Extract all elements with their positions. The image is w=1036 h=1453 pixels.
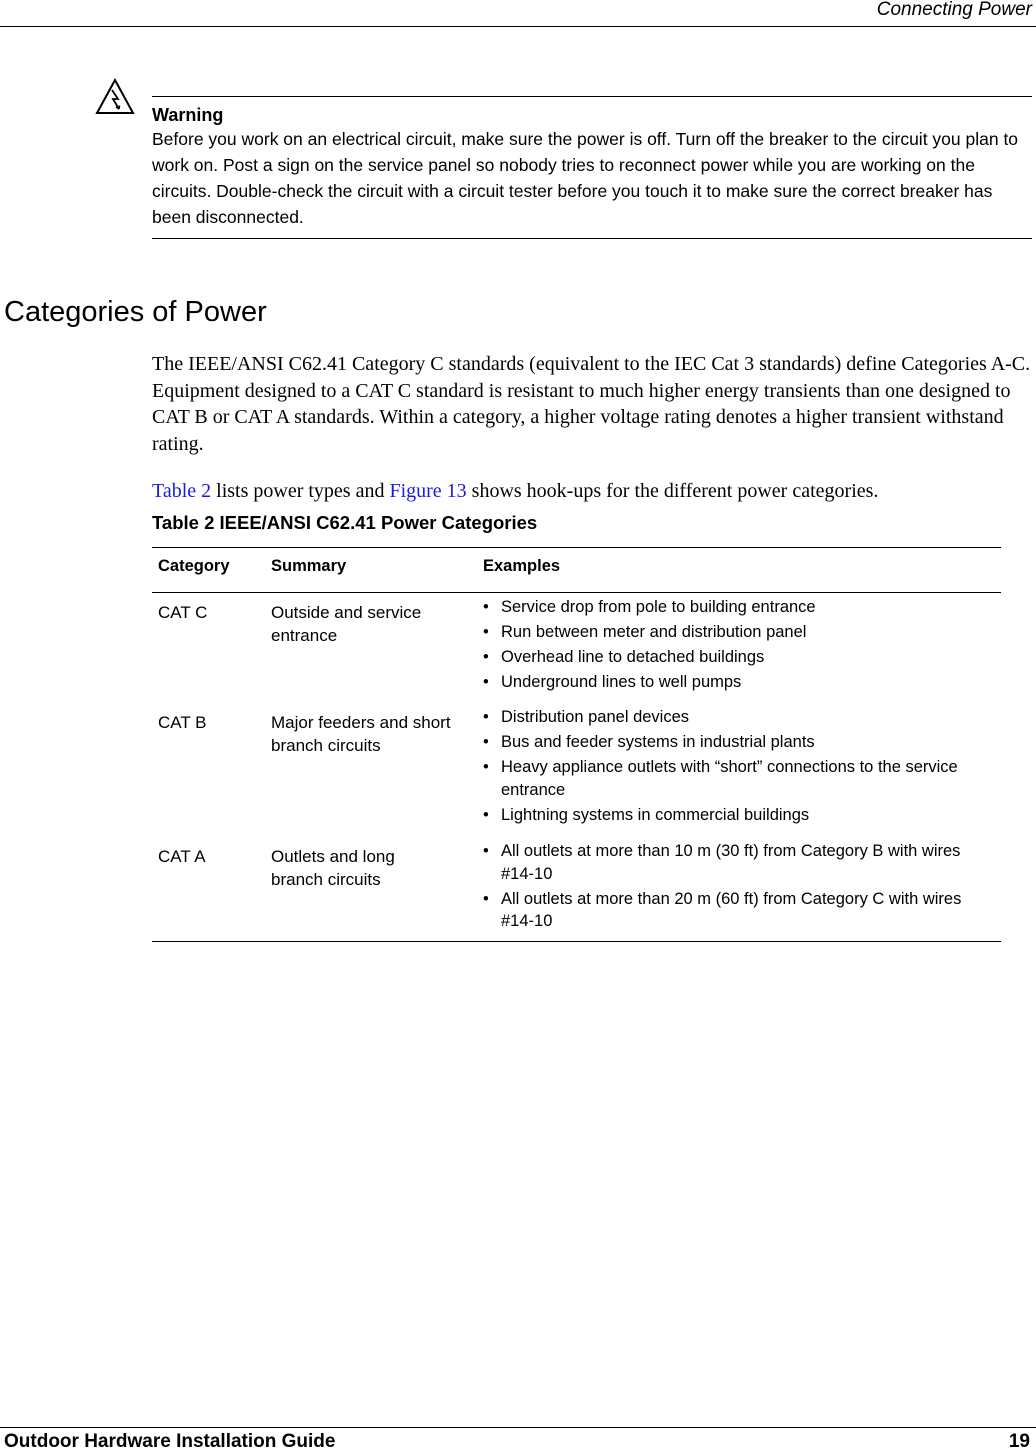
page-number: 19 (1008, 1431, 1030, 1452)
electrical-hazard-icon (95, 78, 135, 116)
table-header-rule (152, 592, 1001, 593)
footer-rule (0, 1427, 1036, 1428)
list-item: • Bus and feeder systems in industrial plants (483, 731, 998, 754)
warning-top-rule (152, 96, 1032, 97)
column-header-examples: Examples (483, 557, 561, 575)
warning-box (152, 105, 1032, 230)
list-item: • Run between meter and distribution panel (483, 621, 998, 644)
table-top-rule (152, 547, 1001, 548)
list-item: • Underground lines to well pumps (483, 671, 998, 694)
list-item: • Lightning systems in commercial buildings (483, 804, 998, 827)
intro-paragraph: The IEEE/ANSI C62.41 Category C standards (equivalent to the IEC Cat 3 standards) define Categories A-C. Equipment designed to a CAT C standard is resistant to much higher energy transients than one designed to CAT B or CAT A standards. Within a category, a higher voltage rating denotes a higher transient withstand rating. (152, 353, 1031, 455)
warning-title: Warning (152, 105, 224, 125)
list-item: • Service drop from pole to building entrance (483, 596, 998, 619)
list-item: • Heavy appliance outlets with “short” connections to the service entrance (483, 756, 971, 801)
list-item: • All outlets at more than 20 m (60 ft) from Category C with wires #14-10 (483, 888, 991, 933)
running-header: Connecting Power (876, 0, 1032, 20)
table-row-cat-a-category: CAT A (158, 847, 206, 866)
table-row-cat-c-category: CAT C (158, 603, 208, 622)
table-bottom-rule (152, 941, 1001, 942)
table-row-cat-c-summary: Outside and service entrance (271, 603, 422, 645)
section-heading: Categories of Power (4, 296, 267, 328)
header-rule (0, 26, 1036, 27)
table-row-cat-b-summary: Major feeders and short branch circuits (271, 713, 451, 755)
list-item: • Overhead line to detached buildings (483, 646, 998, 669)
list-item: • All outlets at more than 10 m (30 ft) from Category B with wires #14-10 (483, 840, 991, 885)
table-row-cat-b-category: CAT B (158, 713, 207, 732)
table-row-cat-c-examples (483, 596, 998, 696)
table-row-cat-a-examples (483, 840, 998, 935)
table-row-cat-b-examples (483, 706, 998, 829)
warning-bottom-rule (152, 238, 1032, 239)
figure-13-link[interactable]: Figure 13 (389, 480, 467, 502)
reference-text-2: shows hook-ups for the different power categories. (466, 480, 879, 502)
column-header-summary: Summary (271, 557, 347, 575)
footer-title: Outdoor Hardware Installation Guide (4, 1431, 336, 1452)
table-2-link[interactable]: Table 2 (152, 480, 212, 502)
reference-paragraph (152, 478, 1034, 505)
reference-text-1: lists power types and (211, 480, 390, 502)
column-header-category: Category (158, 557, 230, 575)
table-row-cat-a-summary: Outlets and long branch circuits (271, 847, 395, 889)
list-item: • Distribution panel devices (483, 706, 998, 729)
warning-text: Before you work on an electrical circuit, make sure the power is off. Turn off the breaker to the circuit you plan to work on. Post a sign on the service panel so nobody tries to reconnect power while you are working on the circuits. Double-check the circuit with a circuit tester before you touch it to make sure the correct breaker has been disconnected. (152, 129, 1019, 227)
table-caption: Table 2 IEEE/ANSI C62.41 Power Categories (152, 512, 538, 533)
